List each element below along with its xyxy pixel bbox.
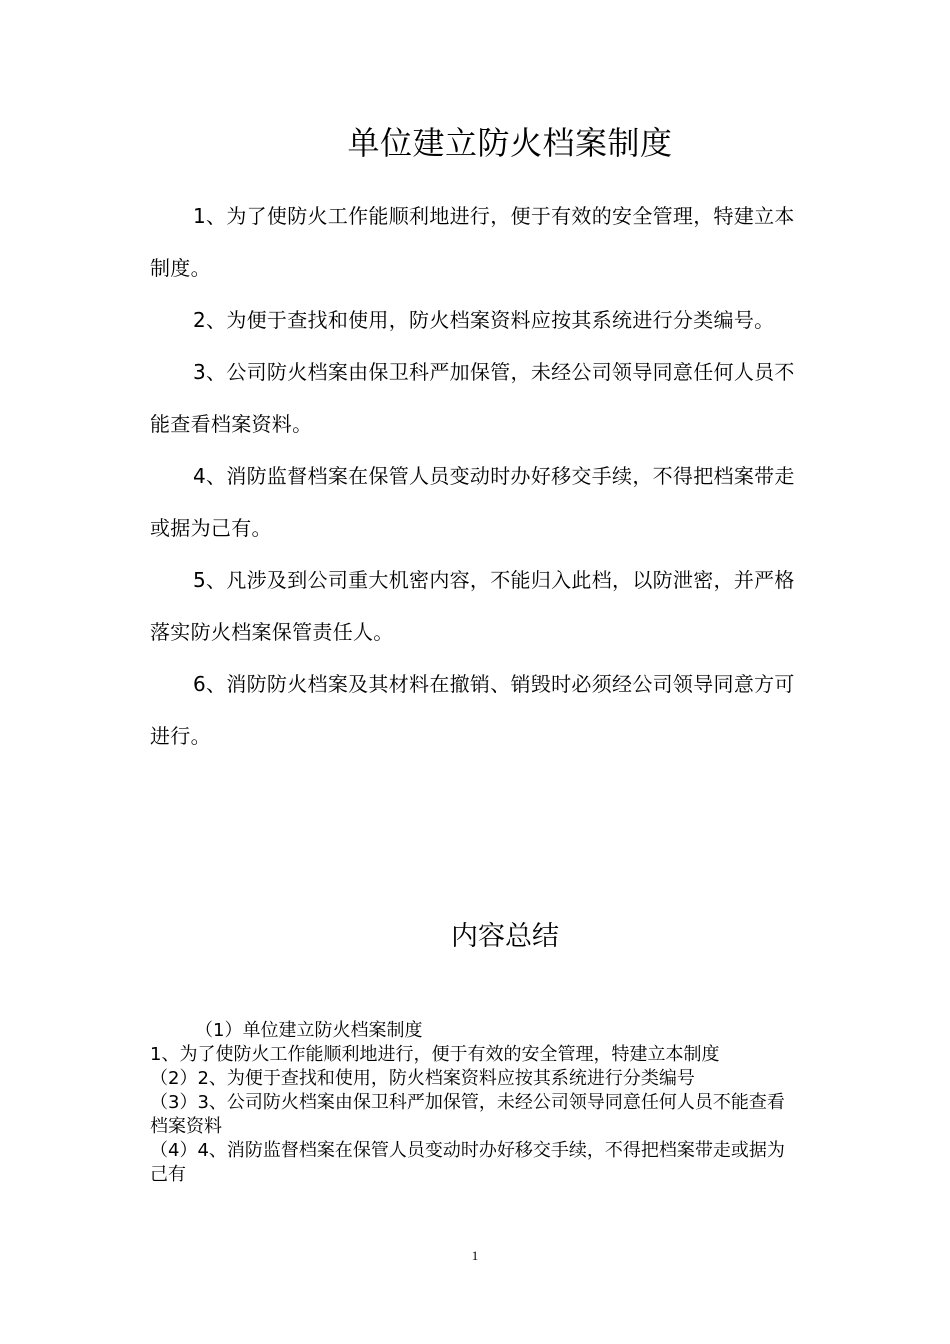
article-list — [150, 190, 795, 762]
summary-item-1: （1）单位建立防火档案制度 — [195, 1020, 423, 1041]
document-title: 单位建立防火档案制度 — [347, 124, 673, 162]
summary-title: 内容总结 — [451, 921, 559, 952]
article-4: 4、消防监督档案在保管人员变动时办好移交手续，不得把档案带走或据为己有。 — [150, 464, 795, 540]
article-2: 2、为便于查找和使用，防火档案资料应按其系统进行分类编号。 — [193, 308, 775, 332]
summary-item-3: （2）2、为便于查找和使用，防火档案资料应按其系统进行分类编号 — [150, 1068, 695, 1089]
article-3: 3、公司防火档案由保卫科严加保管，未经公司领导同意任何人员不能查看档案资料。 — [150, 360, 795, 436]
page-number: 1 — [471, 1248, 479, 1263]
summary-list — [150, 1019, 795, 1187]
article-1: 1、为了使防火工作能顺利地进行，便于有效的安全管理，特建立本制度。 — [150, 204, 795, 280]
summary-item-4: （3）3、公司防火档案由保卫科严加保管，未经公司领导同意任何人员不能查看档案资料 — [150, 1092, 785, 1137]
summary-item-5: （4）4、消防监督档案在保管人员变动时办好移交手续，不得把档案带走或据为己有 — [150, 1140, 785, 1185]
article-5: 5、凡涉及到公司重大机密内容，不能归入此档，以防泄密，并严格落实防火档案保管责任人。 — [150, 568, 795, 644]
summary-item-2: 1、为了使防火工作能顺利地进行，便于有效的安全管理，特建立本制度 — [150, 1044, 720, 1065]
article-6: 6、消防防火档案及其材料在撤销、销毁时必须经公司领导同意方可进行。 — [150, 672, 795, 748]
